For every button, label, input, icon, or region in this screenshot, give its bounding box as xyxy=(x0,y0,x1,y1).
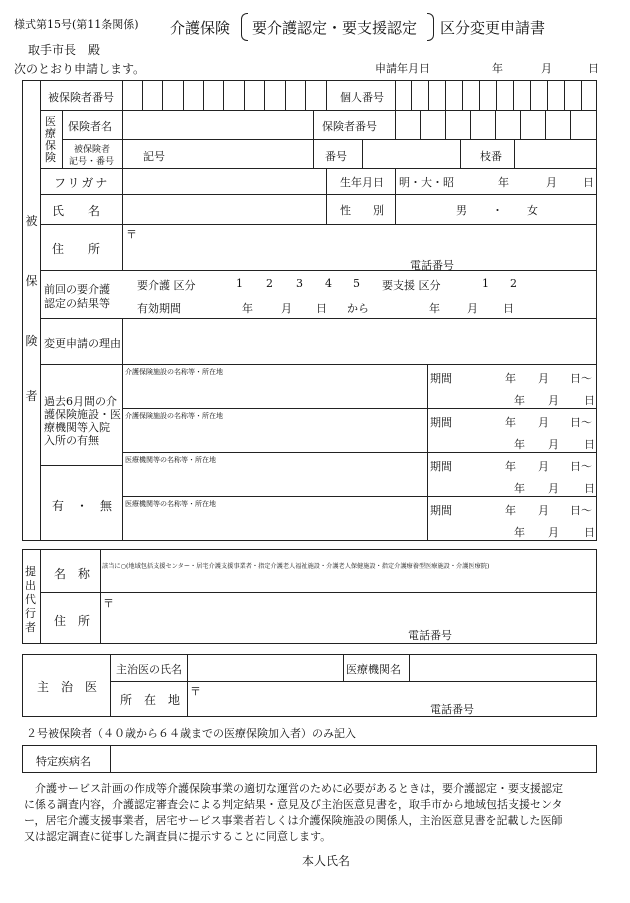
birth-year-label: 年 xyxy=(498,176,509,189)
valid-to-year: 年 xyxy=(429,302,440,315)
location-label: 所 在 地 xyxy=(120,693,181,707)
support-level-2[interactable]: 2 xyxy=(510,277,517,290)
application-date-label: 申請年月日 xyxy=(375,62,430,75)
facility-row-period-label: 期間 xyxy=(430,460,452,473)
name-label: 氏 名 xyxy=(52,204,101,218)
intro-text: 次のとおり申請します。 xyxy=(14,62,146,76)
facility-row-label: 介護保険施設の名称等・所在地 xyxy=(125,368,223,376)
insured-symbol-label-line1: 被保険者 xyxy=(74,145,111,155)
insured-symbol-label-line2: 記号・番号 xyxy=(69,157,115,167)
submitter-type-hint[interactable]: 該当に○(地域包括支援センター・居宅介護支援事業者・指定介護老人福祉施設・介護老人保健施設・指定介護療養型医療施設・介護医療院) xyxy=(102,563,490,570)
facility-row-period-label: 期間 xyxy=(430,504,452,517)
facility-row-label: 介護保険施設の名称等・所在地 xyxy=(125,412,223,420)
disease-label: 特定疾病名 xyxy=(36,755,91,768)
signature-input[interactable] xyxy=(360,848,596,872)
birth-day-label: 日 xyxy=(583,176,594,189)
insurer-number-input[interactable] xyxy=(396,111,596,139)
valid-from-day: 日 xyxy=(316,302,327,315)
sex-label: 性 別 xyxy=(340,204,384,217)
insured-number-label: 被保険者番号 xyxy=(48,91,114,104)
insured-number-input[interactable] xyxy=(123,81,326,110)
furigana-label: フリガナ xyxy=(54,176,110,190)
era-options[interactable]: 明・大・昭 xyxy=(399,176,454,189)
submitter-phone-label: 電話番号 xyxy=(408,629,452,642)
application-date-month: 月 xyxy=(541,62,552,75)
institution-input[interactable] xyxy=(410,655,596,681)
submitter-name-input[interactable] xyxy=(101,572,596,592)
physician-label: 主 治 医 xyxy=(37,680,98,694)
insurer-name-label: 保険者名 xyxy=(68,120,112,133)
physician-address-input[interactable] xyxy=(202,682,596,700)
care-level-2[interactable]: 2 xyxy=(266,277,273,290)
name-input[interactable] xyxy=(123,195,326,224)
valid-from-month: 月 xyxy=(281,302,292,315)
valid-period-label: 有効期間 xyxy=(137,302,181,315)
symbol-input[interactable] xyxy=(170,140,310,168)
title-bracket-right xyxy=(427,13,434,41)
personal-number-label: 個人番号 xyxy=(340,91,384,104)
title-prefix: 介護保険 xyxy=(170,19,231,37)
title-suffix: 区分変更申請書 xyxy=(440,19,546,37)
valid-from-year: 年 xyxy=(242,302,253,315)
type2-note: ２号被保険者（４０歳から６４歳までの医療保険加入者）のみ記入 xyxy=(26,727,356,740)
birthdate-label: 生年月日 xyxy=(340,176,384,189)
valid-to-month: 月 xyxy=(467,302,478,315)
facility-row-input[interactable] xyxy=(123,378,425,407)
branch-input[interactable] xyxy=(515,140,596,168)
support-level-1[interactable]: 1 xyxy=(482,277,489,290)
application-date-day: 日 xyxy=(588,62,599,75)
birth-month-label: 月 xyxy=(546,176,557,189)
change-reason-label: 変更申請の理由 xyxy=(44,337,121,350)
application-date-year: 年 xyxy=(492,62,503,75)
physician-postal-mark: 〒 xyxy=(190,685,201,698)
sex-female-option[interactable]: 女 xyxy=(527,204,538,217)
addressee: 取手市長 殿 xyxy=(28,43,101,57)
doctor-name-label: 主治医の氏名 xyxy=(116,663,182,676)
facility-row-input[interactable] xyxy=(123,422,425,451)
submitter-address-input[interactable] xyxy=(116,594,596,624)
facility-row-period-label: 期間 xyxy=(430,372,452,385)
care-level-3[interactable]: 3 xyxy=(296,277,303,290)
postal-mark: 〒 xyxy=(126,228,137,241)
branch-label: 枝番 xyxy=(480,150,502,163)
institution-label: 医療機関名 xyxy=(346,663,401,676)
doctor-name-input[interactable] xyxy=(188,655,342,681)
insurer-number-label: 保険者番号 xyxy=(322,120,377,133)
support-level-label: 要支援 区分 xyxy=(382,279,441,292)
phone-label: 電話番号 xyxy=(410,259,454,272)
care-level-5[interactable]: 5 xyxy=(353,277,360,290)
physician-phone-label: 電話番号 xyxy=(430,703,474,716)
facility-row-input[interactable] xyxy=(123,466,425,495)
facility-row-label: 医療機関等の名称等・所在地 xyxy=(125,500,216,508)
furigana-input[interactable] xyxy=(123,169,326,194)
form-number: 様式第15号(第11条関係) xyxy=(14,18,139,31)
facility-row-period-label: 期間 xyxy=(430,416,452,429)
valid-from-label: から xyxy=(347,302,369,315)
submitter-address-label: 住 所 xyxy=(54,614,91,628)
number-label: 番号 xyxy=(325,150,347,163)
valid-to-day: 日 xyxy=(503,302,514,315)
number-input[interactable] xyxy=(363,140,458,168)
title-bracket-left xyxy=(241,13,248,41)
insurer-name-input[interactable] xyxy=(123,111,313,139)
care-level-1[interactable]: 1 xyxy=(236,277,243,290)
address-input[interactable] xyxy=(140,225,596,255)
presence-options[interactable]: 有 ・ 無 xyxy=(52,499,113,513)
submitter-name-label: 名 称 xyxy=(54,567,91,581)
signature-label: 本人氏名 xyxy=(302,854,351,868)
title-middle: 要介護認定・要支援認定 xyxy=(252,19,418,37)
sex-separator: ・ xyxy=(492,204,503,217)
change-reason-input[interactable] xyxy=(123,319,596,364)
sex-male-option[interactable]: 男 xyxy=(456,204,467,217)
previous-result-label-line2: 認定の結果等 xyxy=(44,297,110,310)
care-level-label: 要介護 区分 xyxy=(137,279,196,292)
symbol-label: 記号 xyxy=(143,150,165,163)
address-label: 住 所 xyxy=(52,242,101,256)
care-level-4[interactable]: 4 xyxy=(325,277,332,290)
facility-row-input[interactable] xyxy=(123,510,425,539)
submitter-postal-mark: 〒 xyxy=(103,597,114,610)
facility-row-label: 医療機関等の名称等・所在地 xyxy=(125,456,216,464)
disease-input[interactable] xyxy=(111,746,596,772)
previous-result-label-line1: 前回の要介護 xyxy=(44,283,110,296)
